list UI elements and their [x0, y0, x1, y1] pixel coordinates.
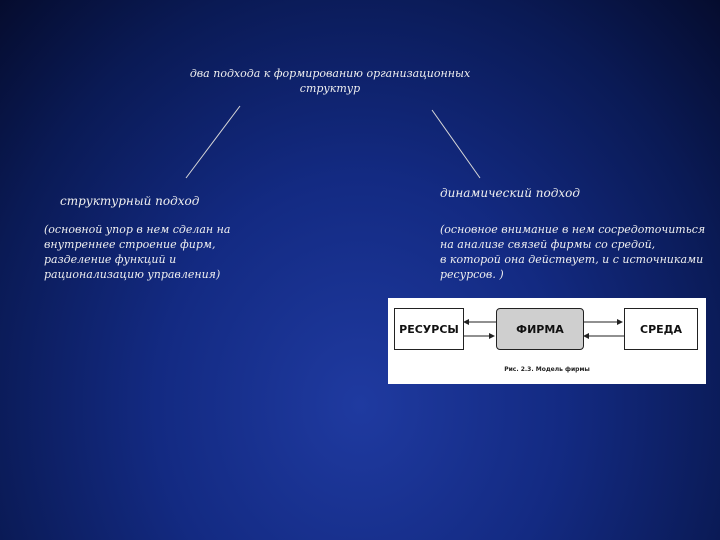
box-environment: СРЕДА	[624, 308, 698, 350]
box-firm: ФИРМА	[496, 308, 584, 350]
slide-title: два подхода к формированию организационных структур	[189, 67, 471, 95]
dynamic-approach-description: (основное внимание в нем сосредоточиться на анализе связей фирмы со средой, в которой она действует, и с источниками ресурсов. )	[440, 223, 706, 281]
figure-caption: Рис. 2.3. Модель фирмы	[504, 366, 590, 373]
branch-line-right	[432, 110, 480, 178]
structural-approach-description: (основной упор в нем сделан на внутреннее строение фирм, разделение функций и рационализацию управления)	[44, 223, 231, 281]
box-resources: РЕСУРСЫ	[394, 308, 464, 350]
structural-approach-heading: структурный подход	[60, 194, 200, 208]
dynamic-approach-heading: динамический подход	[440, 186, 580, 200]
branch-line-left	[186, 106, 240, 178]
firm-model-figure	[388, 298, 706, 384]
